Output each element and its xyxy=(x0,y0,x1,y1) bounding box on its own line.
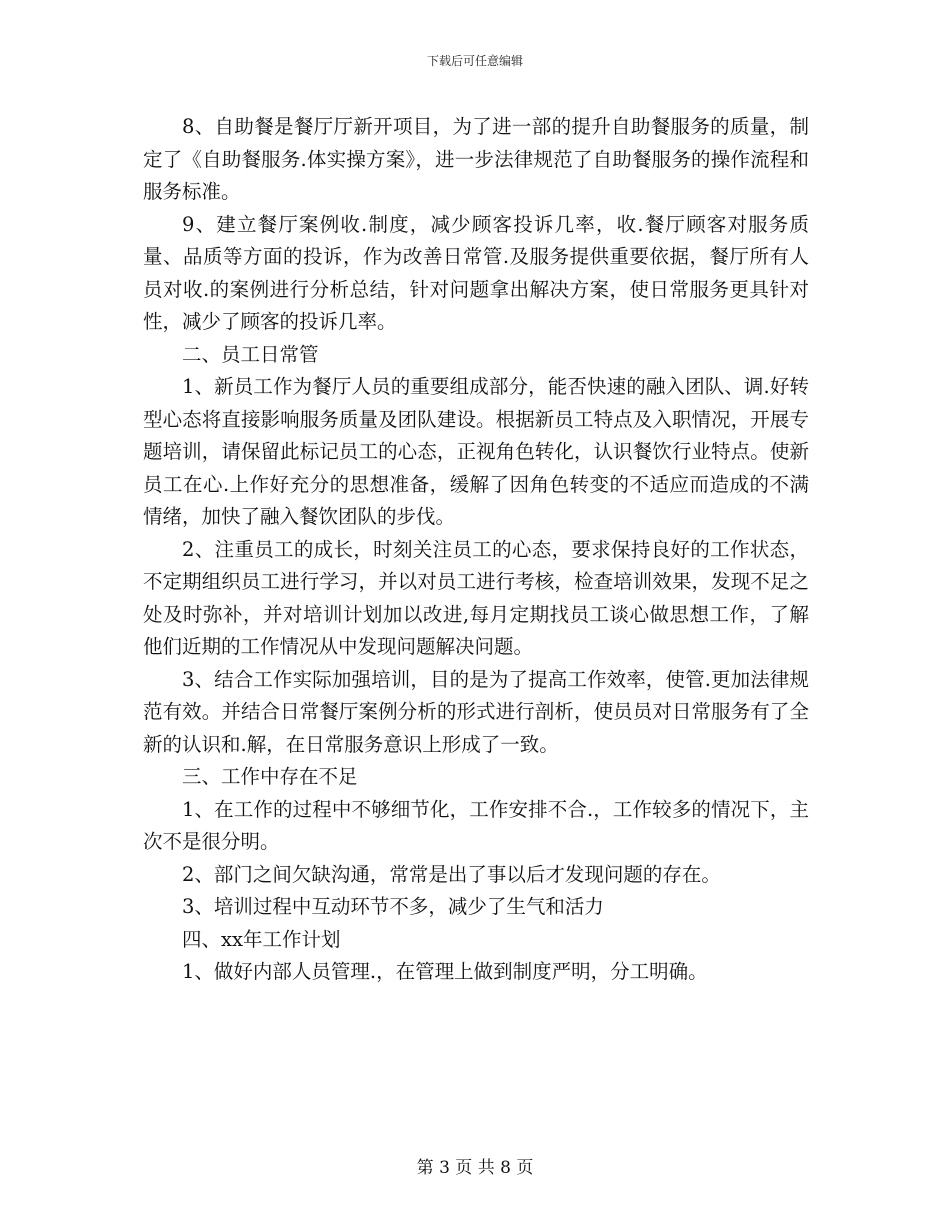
paragraph-staff-2: 2、注重员工的成长，时刻关注员工的心态，要求保持良好的工作状态，不定期组织员工进行学习，并以对员工进行考核，检查培训效果，发现不足之处及时弥补，并对培训计划加以改进,每月定期找员工谈心做思想工作，了解他们近期的工作情况从中发现问题解决问题。 xyxy=(143,537,809,658)
paragraph-item-8: 8、自助餐是餐厅厅新开项目，为了进一部的提升自助餐服务的质量，制定了《自助餐服务.体实操方案》，进一步法律规范了自助餐服务的操作流程和服务标准。 xyxy=(143,115,809,203)
paragraph-plan-1: 1、做好内部人员管理.，在管理上做到制度严明，分工明确。 xyxy=(182,960,708,983)
section-heading-work-plan: 四、xx年工作计划 xyxy=(182,927,341,951)
paragraph-shortcoming-2: 2、部门之间欠缺沟通，常常是出了事以后才发现问题的存在。 xyxy=(182,862,721,886)
document-body xyxy=(143,111,809,989)
section-heading-staff-management: 二、员工日常管 xyxy=(182,342,319,366)
page-header: 下载后可任意编辑 xyxy=(426,54,523,68)
paragraph-staff-3: 3、结合工作实际加强培训，目的是为了提高工作效率，使管.更加法律规范有效。并结合日常餐厅案例分析的形式进行剖析，使员员对日常服务有了全新的认识和.解，在日常服务意识上形成了一致。 xyxy=(143,667,809,756)
paragraph-staff-1: 1、新员工作为餐厅人员的重要组成部分，能否快速的融入团队、调.好转型心态将直接影响服务质量及团队建设。根据新员工特点及入职情况，开展专题培训，请保留此标记员工的心态，正视角色转化，认识餐饮行业特点。使新员工在心.上作好充分的思想准备，缓解了因角色转变的不适应而造成的不满情绪，加快了融入餐饮团队的步伐。 xyxy=(143,375,809,528)
paragraph-item-9: 9、建立餐厅案例收.制度，减少顾客投诉几率，收.餐厅顾客对服务质量、品质等方面的投诉，作为改善日常管.及服务提供重要依据，餐厅所有人员对收.的案例进行分析总结，针对问题拿出解决方案，使日常服务更具针对性，减少了顾客的投诉几率。 xyxy=(143,212,809,333)
paragraph-shortcoming-1: 1、在工作的过程中不够细节化，工作安排不合.，工作较多的情况下，主次不是很分明。 xyxy=(143,797,809,853)
paragraph-shortcoming-3: 3、培训过程中互动环节不多，减少了生气和活力 xyxy=(182,895,604,918)
section-heading-shortcomings: 三、工作中存在不足 xyxy=(182,765,358,788)
page-number: 第 3 页 共 8 页 xyxy=(416,1158,534,1178)
